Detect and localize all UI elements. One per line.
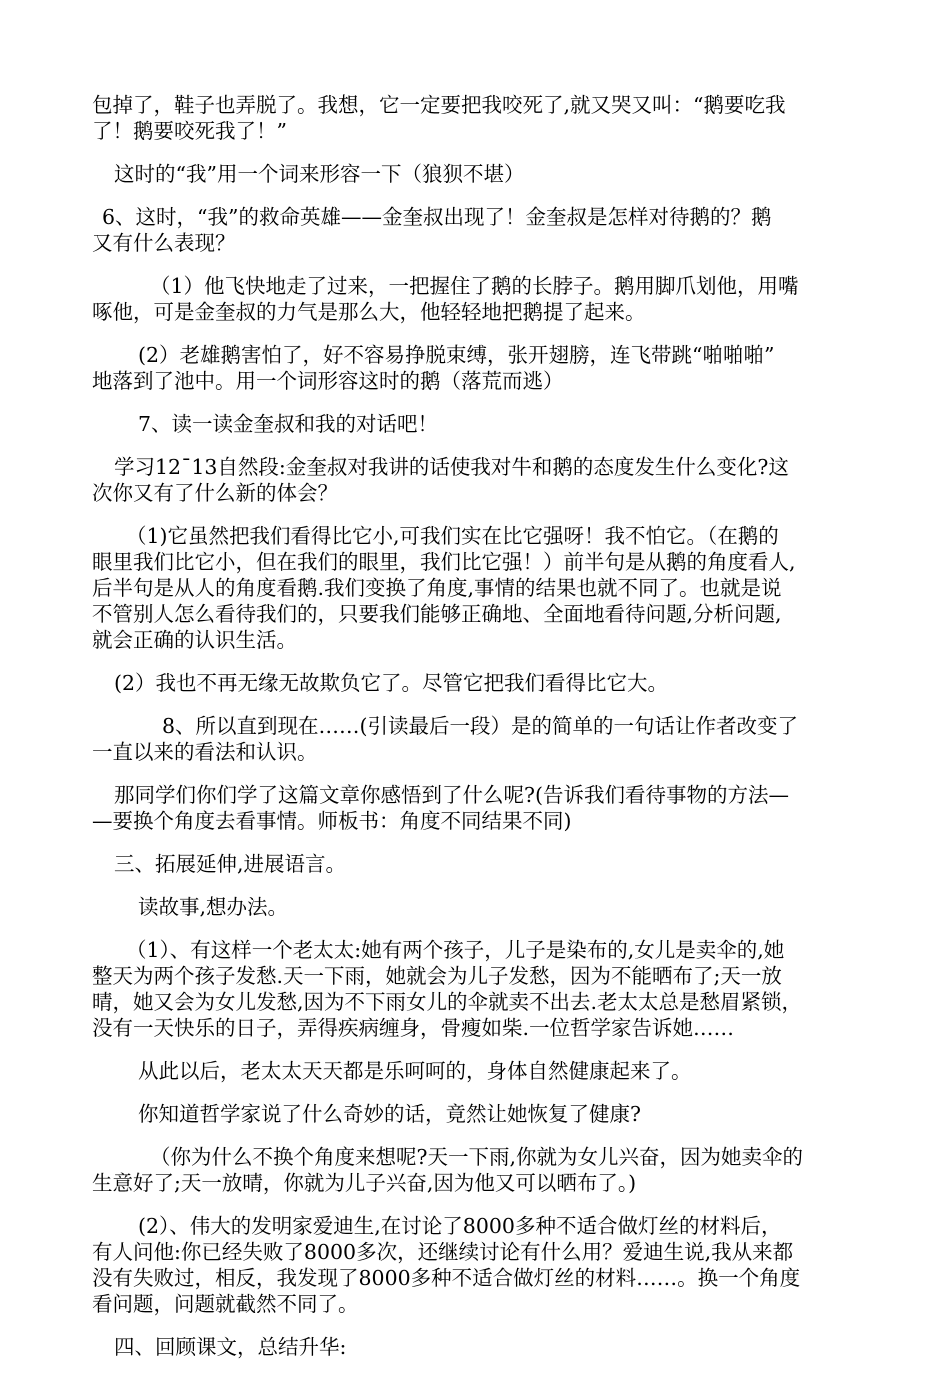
text-line: 有人问他:你已经失败了8000多次，还继续讨论有什么用？爱迪生说,我从来都 [92, 1240, 794, 1264]
paragraph [92, 1058, 862, 1084]
text-line: 后半句是从人的角度看鹅.我们变换了角度,事情的结果也就不同了。也就是说 [92, 576, 782, 600]
paragraph [92, 92, 862, 144]
text-line: 了！鹅要咬死我了！” [92, 119, 287, 143]
text-line: (2）我也不再无缘无故欺负它了。尽管它把我们看得比它大。 [114, 671, 669, 695]
text-line: 次你又有了什么新的体会？ [92, 481, 338, 505]
text-line: 6、这时，“我”的救命英雄——金奎叔出现了！金奎叔是怎样对待鹅的？鹅 [102, 205, 772, 229]
text-line: （1）他飞快地走了过来，一把握住了鹅的长脖子。鹅用脚爪划他，用嘴 [150, 274, 799, 298]
paragraph [92, 342, 862, 394]
document-body [92, 92, 862, 1377]
text-line: 四、回顾课文，总结升华: [114, 1335, 347, 1359]
paragraph [92, 670, 862, 696]
text-line: 一直以来的看法和认识。 [92, 740, 318, 764]
paragraph [92, 1101, 862, 1127]
text-line: 从此以后，老太太天天都是乐呵呵的，身体自然健康起来了。 [138, 1059, 692, 1083]
paragraph [92, 161, 862, 187]
text-line: 8、所以直到现在……(引读最后一段）是的简单的一句话让作者改变了 [162, 714, 799, 738]
paragraph [92, 411, 862, 437]
text-line: 又有什么表现？ [92, 231, 236, 255]
text-line: 啄他，可是金奎叔的力气是那么大，他轻轻地把鹅提了起来。 [92, 300, 646, 324]
text-line: 晴，她又会为女儿发愁,因为不下雨女儿的伞就卖不出去.老太太总是愁眉紧锁， [92, 990, 803, 1014]
text-line: 整天为两个孩子发愁.天一下雨，她就会为儿子发愁，因为不能晒布了;天一放 [92, 964, 782, 988]
paragraph [92, 851, 862, 877]
text-line: 不管别人怎么看待我们的，只要我们能够正确地、全面地看待问题,分析问题, [92, 602, 782, 626]
paragraph [92, 782, 862, 834]
text-line: —要换个角度去看事情。师板书：角度不同结果不同) [92, 809, 572, 833]
text-line: 三、拓展延伸,进展语言。 [114, 852, 347, 876]
text-line: 没有失败过，相反，我发现了8000多种不适合做灯丝的材料……。换一个角度 [92, 1266, 801, 1290]
text-line: 那同学们你们学了这篇文章你感悟到了什么呢?(告诉我们看待事物的方法— [114, 783, 789, 807]
paragraph [92, 937, 862, 1041]
paragraph [92, 273, 862, 325]
paragraph [92, 1213, 862, 1317]
paragraph [92, 454, 862, 506]
text-line: (2）老雄鹅害怕了，好不容易挣脱束缚，张开翅膀，连飞带跳“啪啪啪” [138, 343, 775, 367]
paragraph [92, 204, 862, 256]
text-line: (2）、伟大的发明家爱迪生,在讨论了8000多种不适合做灯丝的材料后， [138, 1214, 782, 1238]
text-line: （1)它虽然把我们看得比它小,可我们实在比它强呀！我不怕它。（在鹅的 [126, 524, 779, 548]
paragraph [92, 1144, 862, 1196]
paragraph [92, 713, 862, 765]
paragraph [92, 523, 862, 653]
text-line: 这时的“我”用一个词来形容一下（狼狈不堪） [114, 162, 525, 186]
text-line: 生意好了;天一放晴，你就为儿子兴奋,因为他又可以晒布了。) [92, 1171, 637, 1195]
text-line: 你知道哲学家说了什么奇妙的话，竟然让她恢复了健康? [138, 1102, 641, 1126]
text-line: （1）、有这样一个老太太:她有两个孩子，儿子是染布的,女儿是卖伞的,她 [126, 938, 785, 962]
text-line: 学习12¯13自然段:金奎叔对我讲的话使我对牛和鹅的态度发生什么变化?这 [114, 455, 789, 479]
text-line: 看问题，问题就截然不同了。 [92, 1292, 359, 1316]
text-line: 读故事,想办法。 [138, 895, 289, 919]
text-line: 眼里我们比它小，但在我们的眼里，我们比它强！）前半句是从鹅的角度看人, [92, 550, 796, 574]
text-line: 就会正确的认识生活。 [92, 628, 297, 652]
text-line: 包掉了，鞋子也弄脱了。我想，它一定要把我咬死了,就又哭又叫：“鹅要吃我 [92, 93, 786, 117]
text-line: 没有一天快乐的日子，弄得疾病缠身，骨瘦如柴.一位哲学家告诉她…… [92, 1016, 735, 1040]
text-line: 7、读一读金奎叔和我的对话吧！ [138, 412, 439, 436]
paragraph [92, 894, 862, 920]
paragraph [92, 1334, 862, 1360]
text-line: 地落到了池中。用一个词形容这时的鹅（落荒而逃） [92, 369, 564, 393]
text-line: （你为什么不换个角度来想呢?天一下雨,你就为女儿兴奋，因为她卖伞的 [150, 1145, 804, 1169]
